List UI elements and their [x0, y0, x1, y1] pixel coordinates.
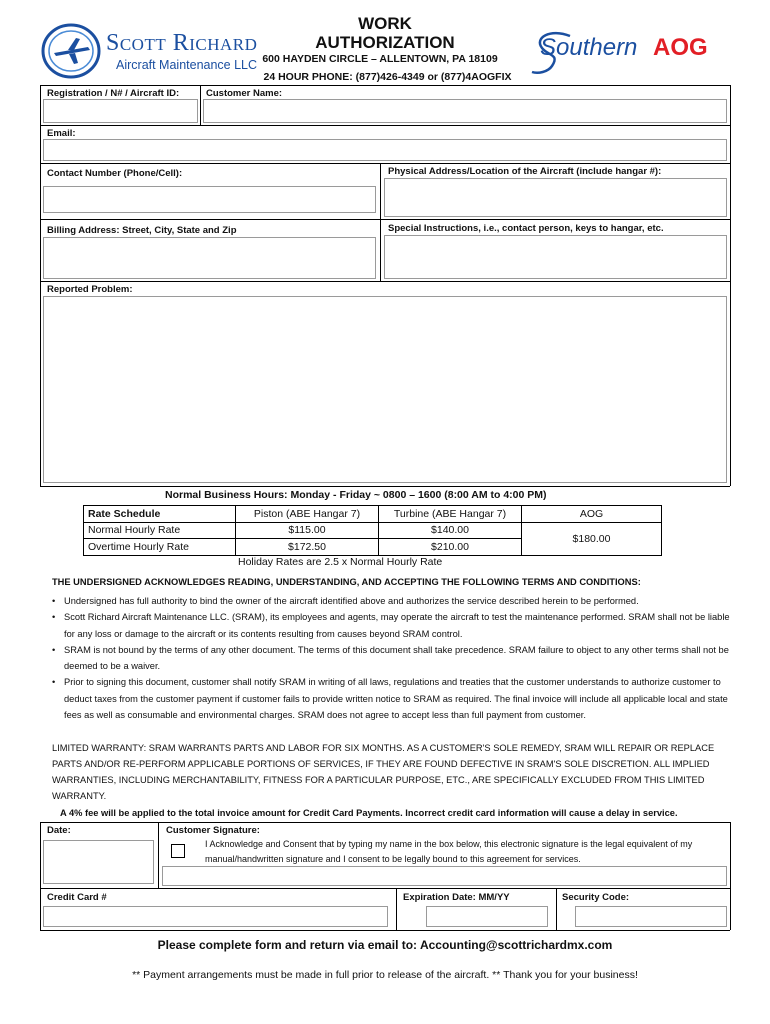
- customer-name-input[interactable]: [203, 99, 727, 123]
- email-label: Email:: [47, 128, 76, 139]
- email-input[interactable]: [43, 139, 727, 161]
- list-item: [52, 642, 732, 675]
- list-item: [52, 593, 732, 609]
- table-cell: $115.00: [236, 522, 379, 539]
- company-logo: [40, 20, 265, 82]
- customer-name-label: Customer Name:: [206, 88, 283, 99]
- table-cell: Overtime Hourly Rate: [84, 539, 236, 556]
- reported-problem-label: Reported Problem:: [47, 284, 133, 295]
- divider: [40, 85, 730, 86]
- terms-heading: THE UNDERSIGNED ACKNOWLEDGES READING, UNDERSTANDING, AND ACCEPTING THE FOLLOWING TERMS AND CONDITIONS:: [52, 577, 641, 587]
- divider: [730, 822, 731, 930]
- security-code-input[interactable]: [575, 906, 727, 927]
- bullet: •: [52, 677, 56, 688]
- list-item: [52, 674, 732, 723]
- credit-card-label: Credit Card #: [47, 892, 107, 903]
- divider: [40, 163, 730, 164]
- reported-problem-input[interactable]: [43, 296, 727, 483]
- special-instructions-label: Special Instructions, i.e., contact person, keys to hangar, etc.: [388, 223, 664, 234]
- term-text: Undersigned has full authority to bind the owner of the aircraft identified above and authorizes the service described herein to be performed.: [64, 596, 639, 606]
- divider: [556, 888, 557, 930]
- date-label: Date:: [47, 825, 71, 836]
- expiration-date-label: Expiration Date: MM/YY: [403, 892, 510, 903]
- term-text: Prior to signing this document, customer shall notify SRAM in writing of all laws, regulations and treaties that the customer understands to authorize customer to deduct taxes from the customer payment if customer fails to provide written notice to SRAM as required. The final invoice will include all applicable local and state fees as well as consumable and environmental charges. SRAM does not agree to accept less than full payment from customer.: [64, 677, 728, 721]
- airplane-globe-icon: [40, 20, 102, 82]
- contact-label: Contact Number (Phone/Cell):: [47, 168, 183, 179]
- consent-text: I Acknowledge and Consent that by typing my name in the box below, this electronic signature is the legal equivalent of my manual/handwritten signature and I consent to be legally bound to this agreement for services.: [205, 839, 693, 864]
- billing-address-label: Billing Address: Street, City, State and Zip: [47, 225, 237, 236]
- divider: [40, 219, 730, 220]
- company-address: 600 HAYDEN CIRCLE – ALLENTOWN, PA 18109: [262, 53, 498, 65]
- table-cell: $140.00: [379, 522, 522, 539]
- consent-checkbox[interactable]: [171, 844, 185, 858]
- divider: [40, 888, 730, 889]
- rate-table: [83, 505, 662, 556]
- customer-signature-label: Customer Signature:: [166, 825, 260, 836]
- divider: [380, 163, 381, 281]
- table-header: Piston (ABE Hangar 7): [236, 506, 379, 523]
- form-title: [290, 14, 480, 52]
- signature-input[interactable]: [162, 866, 727, 886]
- partner-logo: [530, 28, 730, 78]
- payment-note: ** Payment arrangements must be made in full prior to release of the aircraft. ** Thank you for your business!: [132, 969, 638, 981]
- credit-card-input[interactable]: [43, 906, 388, 927]
- table-header: AOG: [522, 506, 662, 523]
- business-hours: Normal Business Hours: Monday - Friday ~ 0800 – 1600 (8:00 AM to 4:00 PM): [165, 489, 547, 501]
- divider: [200, 85, 201, 125]
- company-name: Scott Richard: [106, 30, 258, 56]
- bullet: •: [52, 644, 56, 655]
- divider: [40, 822, 41, 930]
- bullet: •: [52, 612, 56, 623]
- table-row: [84, 522, 662, 539]
- list-item: [52, 609, 732, 642]
- divider: [396, 888, 397, 930]
- registration-input[interactable]: [43, 99, 198, 123]
- limited-warranty: LIMITED WARRANTY: SRAM WARRANTS PARTS AND LABOR FOR SIX MONTHS. AS A CUSTOMER'S SOLE REMEDY, SRAM WILL REPAIR OR REPLACE PARTS AND/OR RE-PERFORM APPLICABLE PORTIONS OF SERVICES, IF THEY ARE FOUND DEFECTIVE IN SRAM'S SOLE DISCRETION. ALL IMPLIED WARRANTIES, INCLUDING MERCHANTABILITY, FITNESS FOR A PARTICULAR PURPOSE, ETC., ARE SPECIFICALLY EXCLUDED FROM THIS LIMITED WARRANTY.: [52, 743, 715, 801]
- divider: [40, 85, 41, 486]
- divider: [40, 822, 730, 823]
- table-header: Rate Schedule: [84, 506, 236, 523]
- divider: [40, 125, 730, 126]
- table-cell: $172.50: [236, 539, 379, 556]
- partner-logo-southern: Southern: [540, 34, 638, 61]
- physical-address-label: Physical Address/Location of the Aircraft (include hangar #):: [388, 166, 662, 177]
- title-line-2: AUTHORIZATION: [315, 33, 455, 52]
- table-cell: Normal Hourly Rate: [84, 522, 236, 539]
- table-header: Turbine (ABE Hangar 7): [379, 506, 522, 523]
- company-subtitle: Aircraft Maintenance LLC: [116, 58, 258, 72]
- card-fee-notice: A 4% fee will be applied to the total invoice amount for Credit Card Payments. Incorrect credit card information will cause a delay in service.: [60, 808, 678, 818]
- term-text: SRAM is not bound by the terms of any other document. The terms of this document shall take precedence. SRAM failure to object to any other terms shall not be deemed to be a waiver.: [64, 644, 729, 672]
- table-cell: $210.00: [379, 539, 522, 556]
- partner-logo-aog: AOG: [653, 34, 708, 61]
- holiday-rates: Holiday Rates are 2.5 x Normal Hourly Rate: [238, 556, 443, 568]
- billing-address-input[interactable]: [43, 237, 376, 279]
- term-text: Scott Richard Aircraft Maintenance LLC. (SRAM), its employees and agents, may operate the aircraft to test the maintenance performed. SRAM shall not be liable for any loss or damage to the aircraft or its contents resulting from causes beyond SRAM control.: [64, 612, 730, 639]
- bullet: •: [52, 596, 56, 606]
- terms-list: [52, 593, 732, 723]
- return-instructions: Please complete form and return via email to: Accounting@scottrichardmx.com: [157, 938, 613, 952]
- divider: [40, 486, 730, 487]
- table-cell: $180.00: [522, 522, 662, 555]
- divider: [730, 85, 731, 486]
- divider: [158, 822, 159, 888]
- contact-input[interactable]: [43, 186, 376, 213]
- table-row: [84, 506, 662, 523]
- expiration-date-input[interactable]: [426, 906, 548, 927]
- divider: [40, 930, 730, 931]
- date-input[interactable]: [43, 840, 154, 884]
- special-instructions-input[interactable]: [384, 235, 727, 279]
- registration-label: Registration / N# / Aircraft ID:: [47, 88, 180, 99]
- physical-address-input[interactable]: [384, 178, 727, 217]
- security-code-label: Security Code:: [562, 892, 630, 903]
- divider: [40, 281, 730, 282]
- title-line-1: WORK: [358, 14, 412, 33]
- company-phone: 24 HOUR PHONE: (877)426-4349 or (877)4AOGFIX: [263, 71, 512, 83]
